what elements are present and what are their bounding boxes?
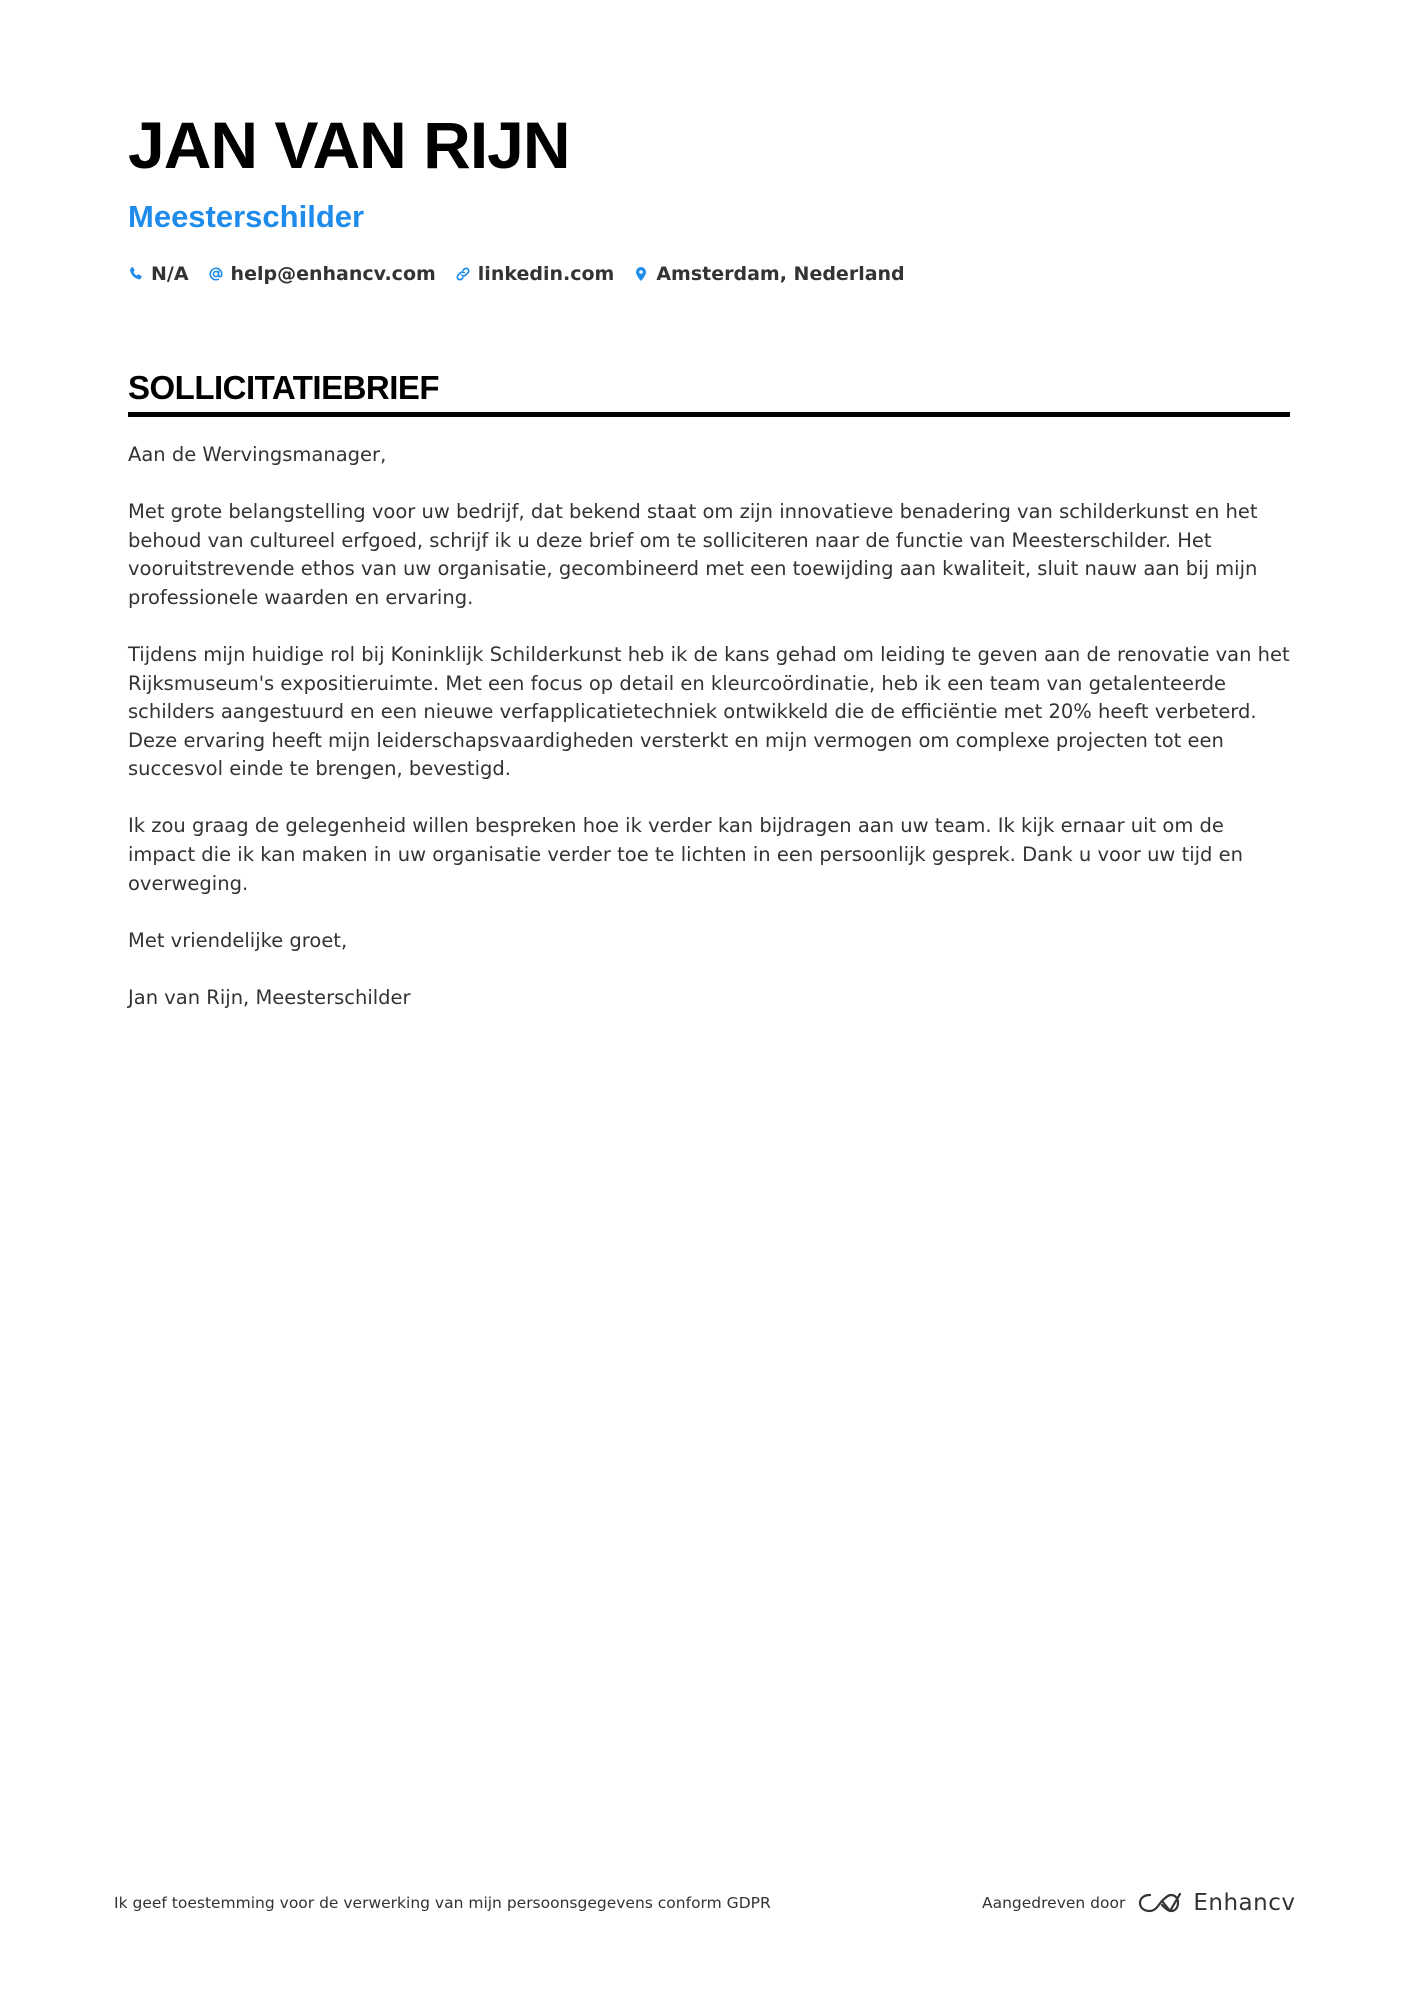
contact-bar — [128, 260, 1288, 288]
contact-location-text: Amsterdam, Nederland — [656, 263, 905, 285]
section-title: SOLLICITATIEBRIEF — [128, 369, 440, 406]
gdpr-consent-text: Ik geef toestemming voor de verwerking van mijn persoonsgegevens conform GDPR — [114, 1894, 771, 1912]
contact-phone-text: N/A — [151, 263, 189, 285]
cover-letter-section — [128, 368, 1290, 1041]
phone-icon — [128, 266, 144, 282]
enhancv-brand-name: Enhancv — [1193, 1890, 1296, 1916]
location-pin-icon — [633, 266, 649, 282]
enhancv-logo-icon — [1137, 1890, 1183, 1916]
letter-paragraph: Tijdens mijn huidige rol bij Koninklijk Schilderkunst heb ik de kans gehad om leiding te geven aan de renovatie van het Rijksmuseum's expositieruimte. Met een focus op detail en kleurcoördinatie, heb ik een team van getalenteerde schilders aangestuurd en een nieuwe verfapplicatietechniek ontwikkeld die de efficiëntie met 20% heeft verbeterd. Deze ervaring heeft mijn leiderschapsvaardigheden versterkt en mijn vermogen om complexe projecten tot een succesvol einde te brengen, bevestigd. — [128, 642, 1290, 781]
contact-email-text[interactable]: help@enhancv.com — [230, 263, 436, 285]
contact-phone — [128, 263, 189, 285]
resume-header — [128, 108, 1288, 288]
powered-by[interactable] — [982, 1886, 1295, 1920]
letter-closing: Met vriendelijke groet, — [128, 928, 348, 952]
link-icon — [455, 266, 471, 282]
contact-location — [633, 263, 904, 285]
contact-email[interactable] — [208, 263, 436, 285]
letter-salutation: Aan de Wervingsmanager, — [128, 443, 387, 466]
letter-body — [128, 441, 1290, 1012]
letter-paragraph: Ik zou graag de gelegenheid willen bespreken hoe ik verder kan bijdragen aan uw team. Ik kijk ernaar uit om de impact die ik kan maken in uw organisatie verder toe te lichten in een persoonlijk gesprek. Dank u voor uw tijd en overweging. — [128, 814, 1243, 895]
letter-signature: Jan van Rijn, Meesterschilder — [128, 985, 411, 1009]
candidate-name: JAN VAN RIJN — [128, 108, 570, 182]
contact-linkedin-text[interactable]: linkedin.com — [477, 263, 615, 285]
powered-by-label: Aangedreven door — [982, 1894, 1126, 1912]
at-icon — [208, 266, 224, 282]
section-divider — [128, 412, 1290, 417]
letter-paragraph: Met grote belangstelling voor uw bedrijf, dat bekend staat om zijn innovatieve benadering van schilderkunst en het behoud van cultureel erfgoed, schrijf ik u deze brief om te solliciteren naar de functie van Meesterschilder. Het vooruitstrevende ethos van uw organisatie, gecombineerd met een toewijding aan kwaliteit, sluit nauw aan bij mijn professionele waarden en ervaring. — [128, 500, 1258, 609]
contact-linkedin[interactable] — [455, 263, 615, 285]
job-title: Meesterschilder — [128, 199, 365, 234]
